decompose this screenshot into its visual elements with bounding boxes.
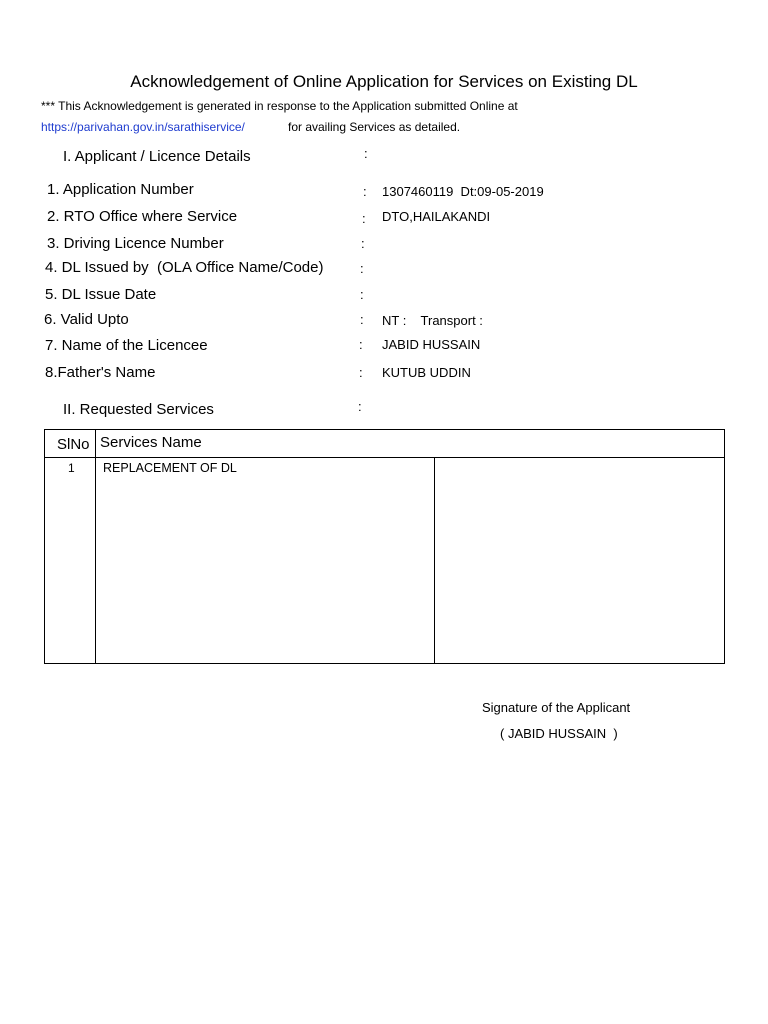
signature-name: ( JABID HUSSAIN ): [500, 726, 618, 741]
field-label-rto-office: 2. RTO Office where Service: [47, 208, 238, 225]
field-separator: :: [361, 236, 365, 251]
requested-services-heading: II. Requested Services: [63, 401, 214, 418]
field-separator: :: [359, 365, 363, 380]
acknowledgement-notice: *** This Acknowledgement is generated in response to the Application submitted Online at: [41, 99, 518, 113]
field-value-application-number: 1307460119 Dt:09-05-2019: [382, 184, 544, 199]
table-cell-slno: 1: [68, 461, 75, 475]
table-header-service-name: Services Name: [100, 434, 202, 451]
requested-services-separator: :: [358, 399, 362, 414]
table-header-slno: SlNo: [57, 436, 90, 453]
field-label-application-number: 1. Application Number: [47, 181, 194, 198]
field-value-valid-upto: NT : Transport :: [382, 313, 483, 328]
field-separator: :: [360, 312, 364, 327]
field-separator: :: [360, 261, 364, 276]
table-column-divider-slno: [95, 429, 96, 664]
document-title: Acknowledgement of Online Application for Services on Existing DL: [130, 72, 638, 91]
field-separator: :: [360, 287, 364, 302]
field-label-valid-upto: 6. Valid Upto: [44, 311, 129, 328]
notice-suffix: for availing Services as detailed.: [288, 120, 461, 134]
field-value-fathers-name: KUTUB UDDIN: [382, 365, 471, 380]
field-value-licencee-name: JABID HUSSAIN: [382, 337, 481, 352]
field-separator: :: [363, 184, 367, 199]
applicant-section-heading: I. Applicant / Licence Details: [63, 148, 251, 165]
field-label-dl-issue-date: 5. DL Issue Date: [45, 286, 157, 303]
table-header-divider: [44, 457, 725, 458]
table-column-divider-extra: [434, 457, 435, 664]
applicant-section-separator: :: [364, 146, 368, 161]
field-separator: :: [359, 337, 363, 352]
field-separator: :: [362, 211, 366, 226]
signature-label: Signature of the Applicant: [482, 700, 631, 715]
table-cell-service-name: REPLACEMENT OF DL: [103, 461, 237, 475]
field-label-driving-licence-number: 3. Driving Licence Number: [47, 235, 224, 252]
field-label-dl-issued-by: 4. DL Issued by (OLA Office Name/Code): [45, 259, 324, 276]
field-label-fathers-name: 8.Father's Name: [45, 364, 156, 381]
service-portal-link[interactable]: https://parivahan.gov.in/sarathiservice/: [41, 120, 245, 134]
field-label-licencee-name: 7. Name of the Licencee: [45, 337, 208, 354]
field-value-rto-office: DTO,HAILAKANDI: [382, 209, 491, 224]
